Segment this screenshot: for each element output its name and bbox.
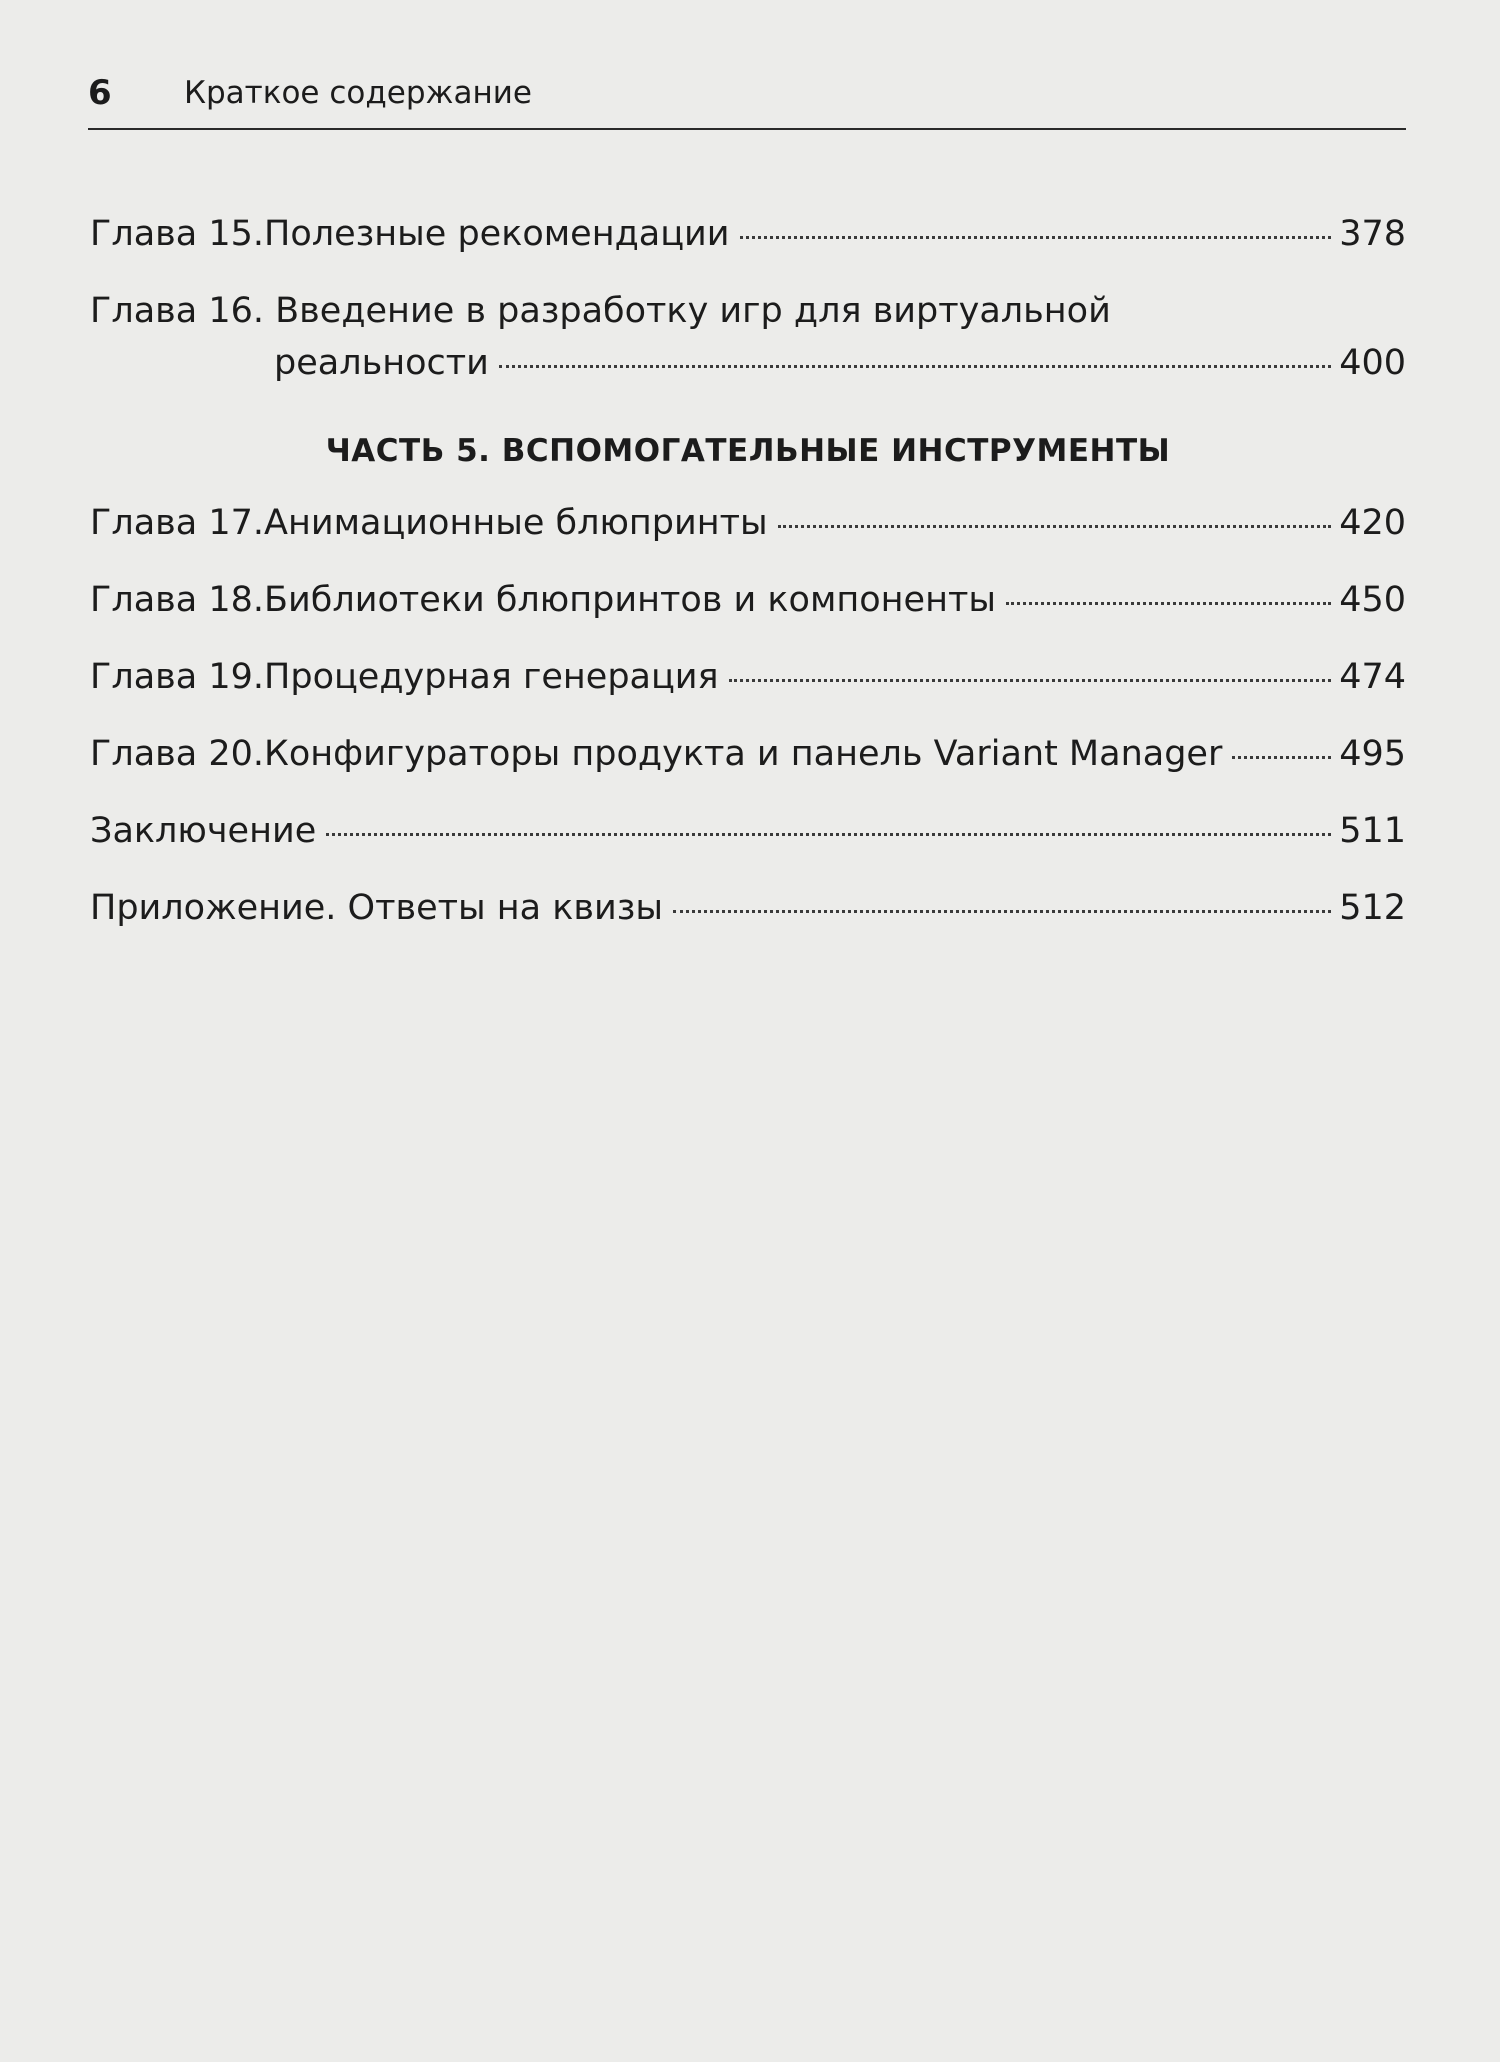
dot-leader (729, 679, 1332, 682)
running-head-title: Краткое содержание (184, 75, 532, 111)
chapter-title: Библиотеки блюпринтов и компоненты (264, 580, 996, 620)
chapter-title: Конфигураторы продукта и панель Variant Manager (264, 734, 1223, 774)
chapter-page: 420 (1339, 503, 1406, 543)
chapter-number: Глава 19. (90, 657, 265, 697)
chapter-page: 450 (1339, 580, 1406, 620)
running-head (88, 68, 1406, 130)
page-number: 6 (88, 73, 112, 113)
section-page: 511 (1339, 811, 1406, 851)
toc-entry-chapter-20 (90, 728, 1406, 780)
toc-entry-chapter-15 (90, 208, 1406, 260)
dot-leader (778, 525, 1332, 528)
chapter-title: Процедурная генерация (264, 657, 719, 697)
chapter-title-continued: реальности (274, 343, 489, 383)
chapter-title-line-1 (90, 285, 1406, 337)
toc-entry-chapter-18 (90, 574, 1406, 626)
dot-leader (673, 910, 1331, 913)
section-title: Приложение. Ответы на квизы (90, 888, 664, 928)
chapter-page: 400 (1339, 343, 1406, 383)
chapter-number: Глава 15. (90, 214, 265, 254)
chapter-page: 495 (1339, 734, 1406, 774)
chapter-title-line-2 (90, 337, 1406, 389)
dot-leader (326, 833, 1331, 836)
chapter-number: Глава 16. (90, 291, 276, 331)
toc-entry-chapter-19 (90, 651, 1406, 703)
chapter-title: Полезные рекомендации (264, 214, 730, 254)
chapter-page: 378 (1339, 214, 1406, 254)
chapter-number: Глава 18. (90, 580, 265, 620)
toc-entry-appendix (90, 882, 1406, 934)
chapter-page: 474 (1339, 657, 1406, 697)
dot-leader (499, 365, 1331, 368)
toc-entry-chapter-17 (90, 497, 1406, 549)
chapter-number: Глава 20. (90, 734, 265, 774)
chapter-title: Анимационные блюпринты (264, 503, 768, 543)
dot-leader (1232, 756, 1331, 759)
dot-leader (1006, 602, 1331, 605)
section-page: 512 (1339, 888, 1406, 928)
table-of-contents (90, 208, 1406, 959)
dot-leader (740, 236, 1332, 239)
part-heading: ЧАСТЬ 5. ВСПОМОГАТЕЛЬНЫЕ ИНСТРУМЕНТЫ (325, 433, 1171, 469)
chapter-title: Введение в разработку игр для виртуальной (275, 291, 1111, 331)
toc-entry-conclusion (90, 805, 1406, 857)
chapter-number: Глава 17. (90, 503, 265, 543)
section-title: Заключение (90, 811, 317, 851)
toc-entry-chapter-16 (90, 285, 1406, 389)
